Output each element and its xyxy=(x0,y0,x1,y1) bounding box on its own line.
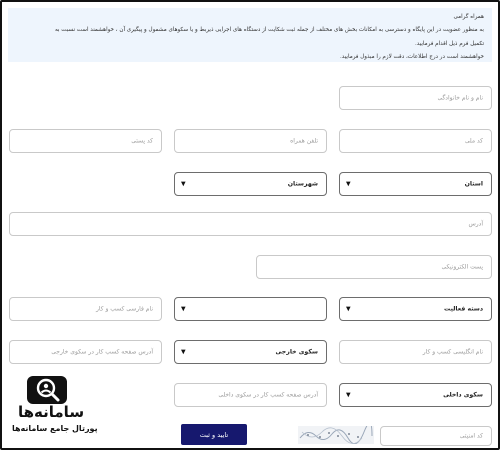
chevron-down-icon: ▼ xyxy=(181,305,186,313)
domestic-page-address-input[interactable] xyxy=(174,383,327,407)
province-value: استان xyxy=(464,180,483,188)
domestic-platform-value: سکوی داخلی xyxy=(443,391,483,399)
postal-code-placeholder: کد پستی xyxy=(131,137,153,145)
city-select[interactable] xyxy=(174,172,327,196)
chevron-down-icon: ▼ xyxy=(181,348,186,356)
site-logo xyxy=(10,376,132,440)
full-name-input[interactable] xyxy=(339,86,492,110)
notice-box xyxy=(8,8,492,62)
national-code-input[interactable] xyxy=(339,129,492,153)
city-value: شهرستان xyxy=(287,180,318,188)
chevron-down-icon: ▼ xyxy=(346,305,351,313)
email-input[interactable] xyxy=(256,255,492,279)
domestic-page-address-placeholder: آدرس صفحه کسب کار در سکوی داخلی xyxy=(218,391,318,399)
province-select[interactable] xyxy=(339,172,492,196)
foreign-platform-select[interactable] xyxy=(174,340,327,364)
email-placeholder: پست الکترونیکی xyxy=(441,263,483,271)
foreign-platform-value: سکوی خارجی xyxy=(275,348,318,356)
business-name-fa-placeholder: نام فارسی کسب و کار xyxy=(95,305,153,313)
security-code-input[interactable] xyxy=(380,426,492,446)
address-placeholder: آدرس xyxy=(468,220,483,228)
notice-line-3: خواهشمند است در درج اطلاعات، دقت لازم را مبذول فرمایید. xyxy=(340,54,484,61)
activity-subcategory-select[interactable] xyxy=(174,297,327,321)
notice-line-2: تکمیل فرم ذیل اقدام فرمایید. xyxy=(414,40,484,47)
foreign-page-address-input[interactable] xyxy=(9,340,162,364)
business-name-en-placeholder: نام انگلیسی کسب و کار xyxy=(422,348,483,356)
address-input[interactable] xyxy=(9,212,492,236)
security-code-placeholder: کد امنیتی xyxy=(459,432,483,440)
notice-greeting: همراه گرامی xyxy=(453,14,484,20)
notice-line-1: به منظور عضویت در این پایگاه و دسترسی به امکانات بخش های مختلف از جمله ثبت شکایت از دستگاه های اجرایی ذیربط و یا سکوهای مشمول و پیگیری آن ، خواهشمند است نسبت به xyxy=(54,27,484,34)
chevron-down-icon: ▼ xyxy=(346,391,351,399)
chevron-down-icon: ▼ xyxy=(346,180,351,188)
full-name-placeholder: نام و نام خانوادگی xyxy=(437,94,483,102)
mobile-placeholder: تلفن همراه xyxy=(290,137,318,145)
postal-code-input[interactable] xyxy=(9,129,162,153)
foreign-page-address-placeholder: آدرس صفحه کسب کار در سکوی خارجی xyxy=(51,348,153,356)
captcha-image xyxy=(298,426,374,444)
submit-button[interactable] xyxy=(181,424,247,445)
business-name-en-input[interactable] xyxy=(339,340,492,364)
activity-category-select[interactable] xyxy=(339,297,492,321)
magnifier-person-icon xyxy=(27,376,67,404)
mobile-input[interactable] xyxy=(174,129,327,153)
logo-title: سامانه‌ها xyxy=(18,403,85,421)
national-code-placeholder: کد ملی xyxy=(464,137,483,145)
activity-category-value: دسته فعالیت xyxy=(444,305,483,313)
domestic-platform-select[interactable] xyxy=(339,383,492,407)
logo-subtitle: پورتال جامع سامانه‌ها xyxy=(12,424,98,433)
business-name-fa-input[interactable] xyxy=(9,297,162,321)
chevron-down-icon: ▼ xyxy=(181,180,186,188)
submit-label: تایید و ثبت xyxy=(199,430,229,439)
